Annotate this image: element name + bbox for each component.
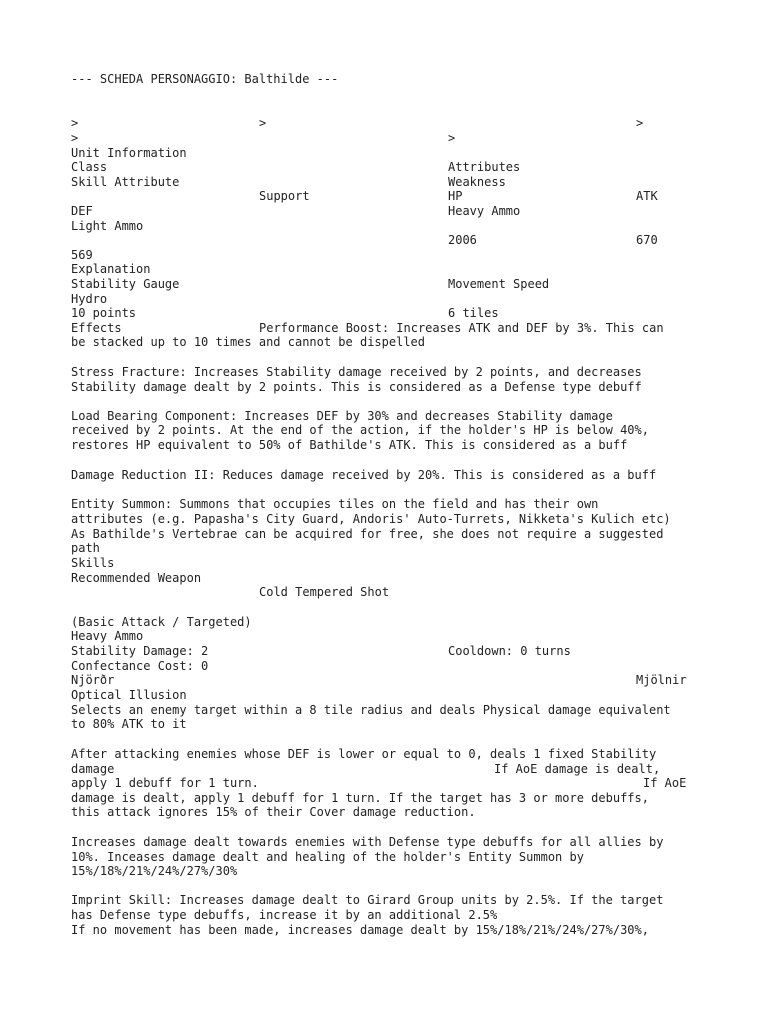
class-label: Class xyxy=(71,160,108,174)
weapon-njordr: Njörðr xyxy=(71,673,115,687)
stability-gauge-value: 10 points xyxy=(71,306,137,320)
imprint-skill-cont: If no movement has been made, increases damage dealt by 15%/18%/21%/24%/27%/30%, xyxy=(71,923,649,937)
skill-confectance-cost: Confectance Cost: 0 xyxy=(71,659,209,673)
document-title: --- SCHEDA PERSONAGGIO: Balthilde --- xyxy=(71,72,339,86)
effect-load-bearing-cont: restores HP equivalent to 50% of Bathilde's ATK. This is considered as a buff xyxy=(71,438,628,452)
table-marker: > xyxy=(71,116,79,130)
class-value: Support xyxy=(259,189,310,203)
effect-stress-fracture: Stress Fracture: Increases Stability damage received by 2 points, and decreases xyxy=(71,365,642,379)
effect-load-bearing: Load Bearing Component: Increases DEF by 30% and decreases Stability damage xyxy=(71,409,613,423)
effect-performance-boost-cont: be stacked up to 10 times and cannot be dispelled xyxy=(71,335,426,349)
effect-stress-fracture-cont: Stability damage dealt by 2 points. This is considered as a Defense type debuff xyxy=(71,380,642,394)
weakness-label: Weakness xyxy=(448,175,506,189)
recommended-weapon-label: Recommended Weapon xyxy=(71,571,202,585)
explanation-label: Explanation xyxy=(71,262,151,276)
skill-type: (Basic Attack / Targeted) xyxy=(71,615,252,629)
effect-entity-summon: Entity Summon: Summons that occupies tiles on the field and has their own xyxy=(71,497,599,511)
unit-information-heading: Unit Information xyxy=(71,146,187,160)
def-value: 569 xyxy=(71,248,93,262)
skill-passive-cont: 15%/18%/21%/24%/27%/30% xyxy=(71,864,238,878)
skill-after-attack-aoe: If AoE damage is dealt, xyxy=(494,762,661,776)
effect-damage-reduction: Damage Reduction II: Reduces damage received by 20%. This is considered as a buff xyxy=(71,468,657,482)
effect-load-bearing-cont: received by 2 points. At the end of the action, if the holder's HP is below 40%, xyxy=(71,423,649,437)
stability-gauge-label: Stability Gauge xyxy=(71,277,180,291)
explanation-text: As Bathilde's Vertebrae can be acquired for free, she does not require a suggested xyxy=(71,527,664,541)
skills-heading: Skills xyxy=(71,556,115,570)
table-marker: > xyxy=(71,131,79,145)
attributes-label: Attributes xyxy=(448,160,521,174)
hp-label: HP xyxy=(448,189,463,203)
effects-label: Effects xyxy=(71,321,122,335)
atk-label: ATK xyxy=(636,189,658,203)
skill-description-cont: to 80% ATK to it xyxy=(71,717,187,731)
skill-ammo: Heavy Ammo xyxy=(71,629,144,643)
hp-value: 2006 xyxy=(448,233,477,247)
skill-after-attack-cont: damage is dealt, apply 1 debuff for 1 turn. If the target has 3 or more debuffs, xyxy=(71,791,649,805)
movement-speed-label: Movement Speed xyxy=(448,277,550,291)
skill-after-attack-cont: this attack ignores 15% of their Cover damage reduction. xyxy=(71,805,476,819)
skill-stability-damage: Stability Damage: 2 xyxy=(71,644,209,658)
effect-performance-boost: Performance Boost: Increases ATK and DEF by 3%. This can xyxy=(259,321,664,335)
imprint-skill: Imprint Skill: Increases damage dealt to Girard Group units by 2.5%. If the target xyxy=(71,893,664,907)
skill-cooldown: Cooldown: 0 turns xyxy=(448,644,571,658)
weakness-value: Heavy Ammo xyxy=(448,204,521,218)
weapon-mjolnir: Mjölnir xyxy=(636,673,687,687)
skill-attribute-label: Skill Attribute xyxy=(71,175,180,189)
skill-passive-cont: 10%. Inceases damage dealt and healing of the holder's Entity Summon by xyxy=(71,850,584,864)
skill-after-attack: After attacking enemies whose DEF is lower or equal to 0, deals 1 fixed Stability xyxy=(71,747,657,761)
table-marker: > xyxy=(259,116,267,130)
def-label: DEF xyxy=(71,204,93,218)
skill-passive: Increases damage dealt towards enemies with Defense type debuffs for all allies by xyxy=(71,835,664,849)
weapon-optical-illusion: Optical Illusion xyxy=(71,688,187,702)
effect-entity-summon-cont: attributes (e.g. Papasha's City Guard, Andoris' Auto-Turrets, Nikketa's Kulich etc) xyxy=(71,512,671,526)
skill-description: Selects an enemy target within a 8 tile radius and deals Physical damage equivalent xyxy=(71,703,671,717)
table-marker: > xyxy=(448,131,456,145)
skill-after-attack-cont: damage xyxy=(71,762,115,776)
imprint-skill-cont: has Defense type debuffs, increase it by an additional 2.5% xyxy=(71,908,498,922)
movement-speed-value: 6 tiles xyxy=(448,306,499,320)
skill-after-attack-aoe: If AoE xyxy=(643,776,687,790)
explanation-text-cont: path xyxy=(71,541,100,555)
skill-after-attack-cont: apply 1 debuff for 1 turn. xyxy=(71,776,259,790)
skill-name: Cold Tempered Shot xyxy=(259,585,390,599)
table-marker: > xyxy=(636,116,644,130)
atk-value: 670 xyxy=(636,233,658,247)
skill-attribute-value: Light Ammo xyxy=(71,219,144,233)
attributes-value: Hydro xyxy=(71,292,108,306)
